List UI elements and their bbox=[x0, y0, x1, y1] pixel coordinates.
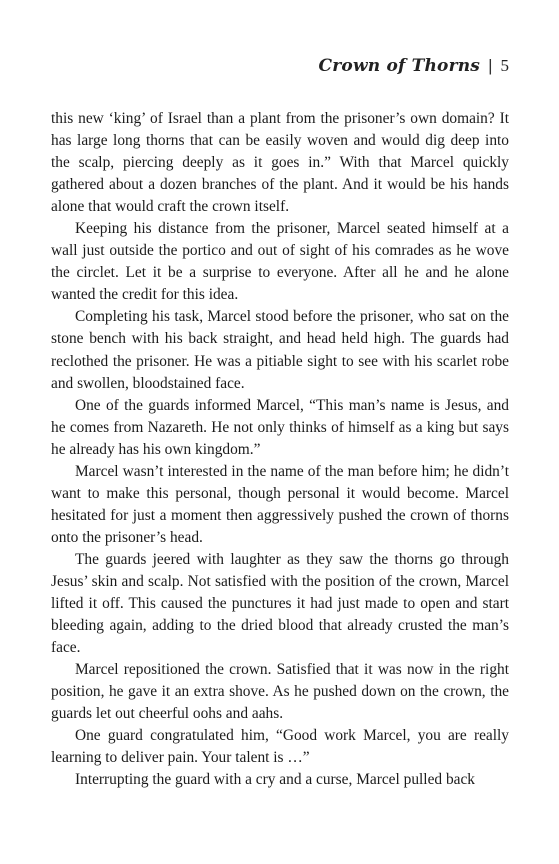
header-separator: | bbox=[488, 56, 493, 75]
paragraph: this new ‘king’ of Israel than a plant from the prisoner’s own domain? It has large long thorns that can be easily woven and would dig deep into the scalp, piercing deeply as it goes in.” With that Marcel quickly gathered about a dozen branches of the plant. And it would be his hands alone that would craft the crown itself. bbox=[51, 110, 509, 216]
paragraph: The guards jeered with laughter as they saw the thorns go through Jesus’ skin and scalp. Not satisfied with the position of the crown, Marcel lifted it off. This caused the punctures it had just made to open and start bleeding again, adding to the dried blood that already crusted the man’s face. bbox=[51, 550, 509, 657]
paragraph: Keeping his distance from the prisoner, Marcel seated himself at a wall just outside the portico and out of sight of his comrades as he wove the circlet. Let it be a surprise to everyone. After all he and he alone wanted the credit for this idea. bbox=[51, 220, 509, 304]
book-title: Crown of Thorns bbox=[318, 56, 481, 76]
running-header bbox=[319, 56, 509, 76]
paragraph: One of the guards informed Marcel, “This man’s name is Jesus, and he comes from Nazareth. He not only thinks of himself as a king but says he already has his own kingdom.” bbox=[51, 396, 509, 458]
page-body bbox=[51, 108, 509, 791]
paragraph: Interrupting the guard with a cry and a curse, Marcel pulled back bbox=[75, 771, 475, 789]
paragraph: Completing his task, Marcel stood before the prisoner, who sat on the stone bench with his back straight, and head held high. The guards had reclothed the prisoner. He was a pitiable sight to see with his scarlet robe and swollen, bloodstained face. bbox=[51, 308, 509, 392]
paragraph: Marcel wasn’t interested in the name of the man before him; he didn’t want to make this personal, though personal it would become. Marcel hesitated for just a moment then aggressively pushed the crown of thorns onto the prisoner’s head. bbox=[51, 462, 509, 546]
page-number: 5 bbox=[500, 56, 509, 75]
paragraph: One guard congratulated him, “Good work Marcel, you are really learning to deliver pain. Your talent is …” bbox=[51, 727, 509, 767]
paragraph: Marcel repositioned the crown. Satisfied that it was now in the right position, he gave it an extra shove. As he pushed down on the crown, the guards let out cheerful oohs and aahs. bbox=[51, 661, 509, 723]
